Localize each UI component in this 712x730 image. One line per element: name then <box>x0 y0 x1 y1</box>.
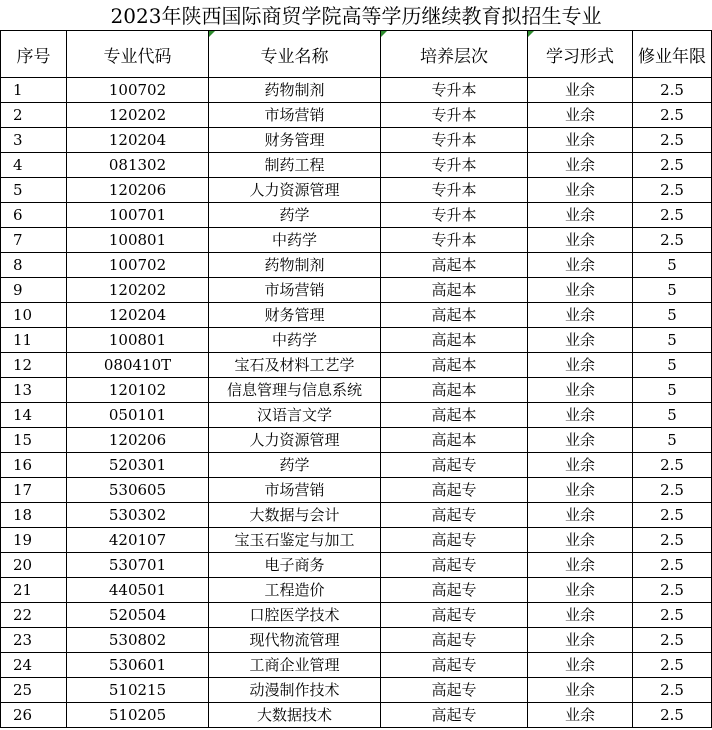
cell-level: 高起专 <box>381 603 528 628</box>
cell-level: 专升本 <box>381 203 528 228</box>
cell-code: 530701 <box>67 553 209 578</box>
cell-seq: 16 <box>1 453 67 478</box>
cell-level: 高起专 <box>381 503 528 528</box>
cell-level: 高起本 <box>381 303 528 328</box>
table-row <box>1 478 712 503</box>
cell-seq: 12 <box>1 353 67 378</box>
table-row <box>1 353 712 378</box>
cell-level: 高起本 <box>381 403 528 428</box>
table-row <box>1 503 712 528</box>
cell-seq: 14 <box>1 403 67 428</box>
cell-seq: 25 <box>1 678 67 703</box>
table-row <box>1 153 712 178</box>
cell-years: 2.5 <box>633 703 712 728</box>
table-row <box>1 178 712 203</box>
cell-code: 510215 <box>67 678 209 703</box>
cell-code: 120202 <box>67 278 209 303</box>
table-row <box>1 228 712 253</box>
cell-years: 2.5 <box>633 153 712 178</box>
table-row <box>1 653 712 678</box>
cell-level: 专升本 <box>381 103 528 128</box>
cell-years: 2.5 <box>633 628 712 653</box>
cell-code: 520301 <box>67 453 209 478</box>
cell-years: 2.5 <box>633 178 712 203</box>
cell-seq: 18 <box>1 503 67 528</box>
table-row <box>1 628 712 653</box>
cell-code: 120204 <box>67 303 209 328</box>
table-row <box>1 203 712 228</box>
cell-form: 业余 <box>528 528 633 553</box>
header-form: 学习形式 <box>528 31 633 78</box>
page-title: 2023年陕西国际商贸学院高等学历继续教育拟招生专业 <box>110 4 602 28</box>
cell-form: 业余 <box>528 203 633 228</box>
cell-code: 100801 <box>67 328 209 353</box>
cell-level: 高起专 <box>381 528 528 553</box>
cell-years: 2.5 <box>633 128 712 153</box>
cell-code: 510205 <box>67 703 209 728</box>
table-row <box>1 278 712 303</box>
cell-form: 业余 <box>528 503 633 528</box>
cell-code: 530601 <box>67 653 209 678</box>
cell-major-name: 口腔医学技术 <box>209 603 381 628</box>
cell-form: 业余 <box>528 103 633 128</box>
cell-years: 5 <box>633 403 712 428</box>
cell-code: 520504 <box>67 603 209 628</box>
cell-code: 120202 <box>67 103 209 128</box>
table-row <box>1 403 712 428</box>
cell-form: 业余 <box>528 553 633 578</box>
header-code: 专业代码 <box>67 31 209 78</box>
cell-code: 420107 <box>67 528 209 553</box>
cell-seq: 23 <box>1 628 67 653</box>
cell-level: 高起专 <box>381 653 528 678</box>
cell-code: 120102 <box>67 378 209 403</box>
cell-form: 业余 <box>528 478 633 503</box>
table-header-row <box>1 31 712 78</box>
cell-code: 440501 <box>67 578 209 603</box>
cell-code: 080410T <box>67 353 209 378</box>
cell-major-name: 信息管理与信息系统 <box>209 378 381 403</box>
header-name: 专业名称 <box>209 31 381 78</box>
cell-form: 业余 <box>528 228 633 253</box>
cell-years: 2.5 <box>633 603 712 628</box>
cell-level: 高起专 <box>381 678 528 703</box>
cell-years: 5 <box>633 278 712 303</box>
cell-code: 120206 <box>67 428 209 453</box>
cell-major-name: 财务管理 <box>209 303 381 328</box>
cell-form: 业余 <box>528 453 633 478</box>
cell-major-name: 大数据技术 <box>209 703 381 728</box>
cell-form: 业余 <box>528 678 633 703</box>
cell-years: 5 <box>633 303 712 328</box>
cell-major-name: 宝石及材料工艺学 <box>209 353 381 378</box>
cell-years: 2.5 <box>633 578 712 603</box>
cell-form: 业余 <box>528 153 633 178</box>
header-years: 修业年限 <box>633 31 712 78</box>
table-row <box>1 528 712 553</box>
cell-years: 5 <box>633 378 712 403</box>
cell-form: 业余 <box>528 603 633 628</box>
table-row <box>1 328 712 353</box>
table-row <box>1 578 712 603</box>
cell-level: 高起专 <box>381 453 528 478</box>
cell-major-name: 现代物流管理 <box>209 628 381 653</box>
cell-seq: 10 <box>1 303 67 328</box>
header-level: 培养层次 <box>381 31 528 78</box>
cell-form: 业余 <box>528 78 633 103</box>
cell-level: 专升本 <box>381 178 528 203</box>
cell-major-name: 汉语言文学 <box>209 403 381 428</box>
cell-major-name: 大数据与会计 <box>209 503 381 528</box>
cell-seq: 24 <box>1 653 67 678</box>
cell-seq: 5 <box>1 178 67 203</box>
cell-seq: 1 <box>1 78 67 103</box>
table-row <box>1 428 712 453</box>
cell-seq: 2 <box>1 103 67 128</box>
cell-level: 专升本 <box>381 78 528 103</box>
cell-years: 2.5 <box>633 103 712 128</box>
cell-level: 高起本 <box>381 253 528 278</box>
cell-form: 业余 <box>528 578 633 603</box>
cell-seq: 8 <box>1 253 67 278</box>
cell-level: 高起专 <box>381 553 528 578</box>
cell-code: 100701 <box>67 203 209 228</box>
cell-form: 业余 <box>528 653 633 678</box>
cell-major-name: 电子商务 <box>209 553 381 578</box>
cell-major-name: 人力资源管理 <box>209 428 381 453</box>
cell-major-name: 工程造价 <box>209 578 381 603</box>
table-row <box>1 78 712 103</box>
cell-seq: 20 <box>1 553 67 578</box>
cell-seq: 13 <box>1 378 67 403</box>
cell-major-name: 药物制剂 <box>209 253 381 278</box>
majors-table <box>0 30 712 728</box>
cell-years: 2.5 <box>633 228 712 253</box>
table-row <box>1 303 712 328</box>
cell-form: 业余 <box>528 403 633 428</box>
cell-code: 530802 <box>67 628 209 653</box>
cell-years: 2.5 <box>633 653 712 678</box>
cell-major-name: 工商企业管理 <box>209 653 381 678</box>
cell-major-name: 药物制剂 <box>209 78 381 103</box>
cell-form: 业余 <box>528 328 633 353</box>
cell-seq: 26 <box>1 703 67 728</box>
table-row <box>1 253 712 278</box>
cell-form: 业余 <box>528 353 633 378</box>
cell-form: 业余 <box>528 178 633 203</box>
cell-code: 530605 <box>67 478 209 503</box>
cell-major-name: 药学 <box>209 203 381 228</box>
table-row <box>1 703 712 728</box>
cell-level: 高起专 <box>381 578 528 603</box>
cell-years: 2.5 <box>633 678 712 703</box>
cell-seq: 7 <box>1 228 67 253</box>
table-row <box>1 103 712 128</box>
header-seq: 序号 <box>1 31 67 78</box>
cell-major-name: 市场营销 <box>209 278 381 303</box>
cell-major-name: 中药学 <box>209 228 381 253</box>
cell-code: 100702 <box>67 253 209 278</box>
cell-form: 业余 <box>528 128 633 153</box>
cell-code: 120206 <box>67 178 209 203</box>
cell-years: 2.5 <box>633 78 712 103</box>
cell-years: 2.5 <box>633 553 712 578</box>
table-row <box>1 378 712 403</box>
cell-major-name: 财务管理 <box>209 128 381 153</box>
cell-years: 5 <box>633 328 712 353</box>
cell-form: 业余 <box>528 378 633 403</box>
cell-seq: 21 <box>1 578 67 603</box>
cell-level: 高起本 <box>381 278 528 303</box>
cell-level: 专升本 <box>381 228 528 253</box>
cell-seq: 3 <box>1 128 67 153</box>
cell-level: 高起本 <box>381 428 528 453</box>
table-row <box>1 553 712 578</box>
cell-code: 100702 <box>67 78 209 103</box>
cell-form: 业余 <box>528 428 633 453</box>
cell-code: 120204 <box>67 128 209 153</box>
cell-form: 业余 <box>528 703 633 728</box>
cell-years: 2.5 <box>633 478 712 503</box>
cell-level: 专升本 <box>381 153 528 178</box>
cell-code: 050101 <box>67 403 209 428</box>
cell-form: 业余 <box>528 278 633 303</box>
cell-level: 高起专 <box>381 703 528 728</box>
cell-seq: 9 <box>1 278 67 303</box>
cell-level: 高起本 <box>381 378 528 403</box>
table-row <box>1 128 712 153</box>
cell-level: 高起本 <box>381 353 528 378</box>
cell-code: 081302 <box>67 153 209 178</box>
cell-level: 高起专 <box>381 478 528 503</box>
cell-years: 5 <box>633 253 712 278</box>
cell-seq: 6 <box>1 203 67 228</box>
cell-seq: 4 <box>1 153 67 178</box>
table-body <box>1 78 712 728</box>
cell-major-name: 市场营销 <box>209 478 381 503</box>
cell-major-name: 药学 <box>209 453 381 478</box>
cell-seq: 17 <box>1 478 67 503</box>
cell-form: 业余 <box>528 628 633 653</box>
cell-seq: 19 <box>1 528 67 553</box>
cell-seq: 11 <box>1 328 67 353</box>
cell-major-name: 中药学 <box>209 328 381 353</box>
cell-years: 5 <box>633 353 712 378</box>
cell-years: 2.5 <box>633 503 712 528</box>
cell-years: 5 <box>633 428 712 453</box>
cell-level: 高起本 <box>381 328 528 353</box>
cell-major-name: 宝玉石鉴定与加工 <box>209 528 381 553</box>
cell-years: 2.5 <box>633 453 712 478</box>
cell-major-name: 制药工程 <box>209 153 381 178</box>
table-row <box>1 678 712 703</box>
cell-years: 2.5 <box>633 528 712 553</box>
cell-code: 100801 <box>67 228 209 253</box>
cell-years: 2.5 <box>633 203 712 228</box>
cell-seq: 15 <box>1 428 67 453</box>
cell-major-name: 动漫制作技术 <box>209 678 381 703</box>
cell-level: 高起专 <box>381 628 528 653</box>
cell-code: 530302 <box>67 503 209 528</box>
cell-form: 业余 <box>528 253 633 278</box>
cell-level: 专升本 <box>381 128 528 153</box>
cell-seq: 22 <box>1 603 67 628</box>
table-row <box>1 453 712 478</box>
cell-major-name: 人力资源管理 <box>209 178 381 203</box>
cell-major-name: 市场营销 <box>209 103 381 128</box>
cell-form: 业余 <box>528 303 633 328</box>
table-row <box>1 603 712 628</box>
